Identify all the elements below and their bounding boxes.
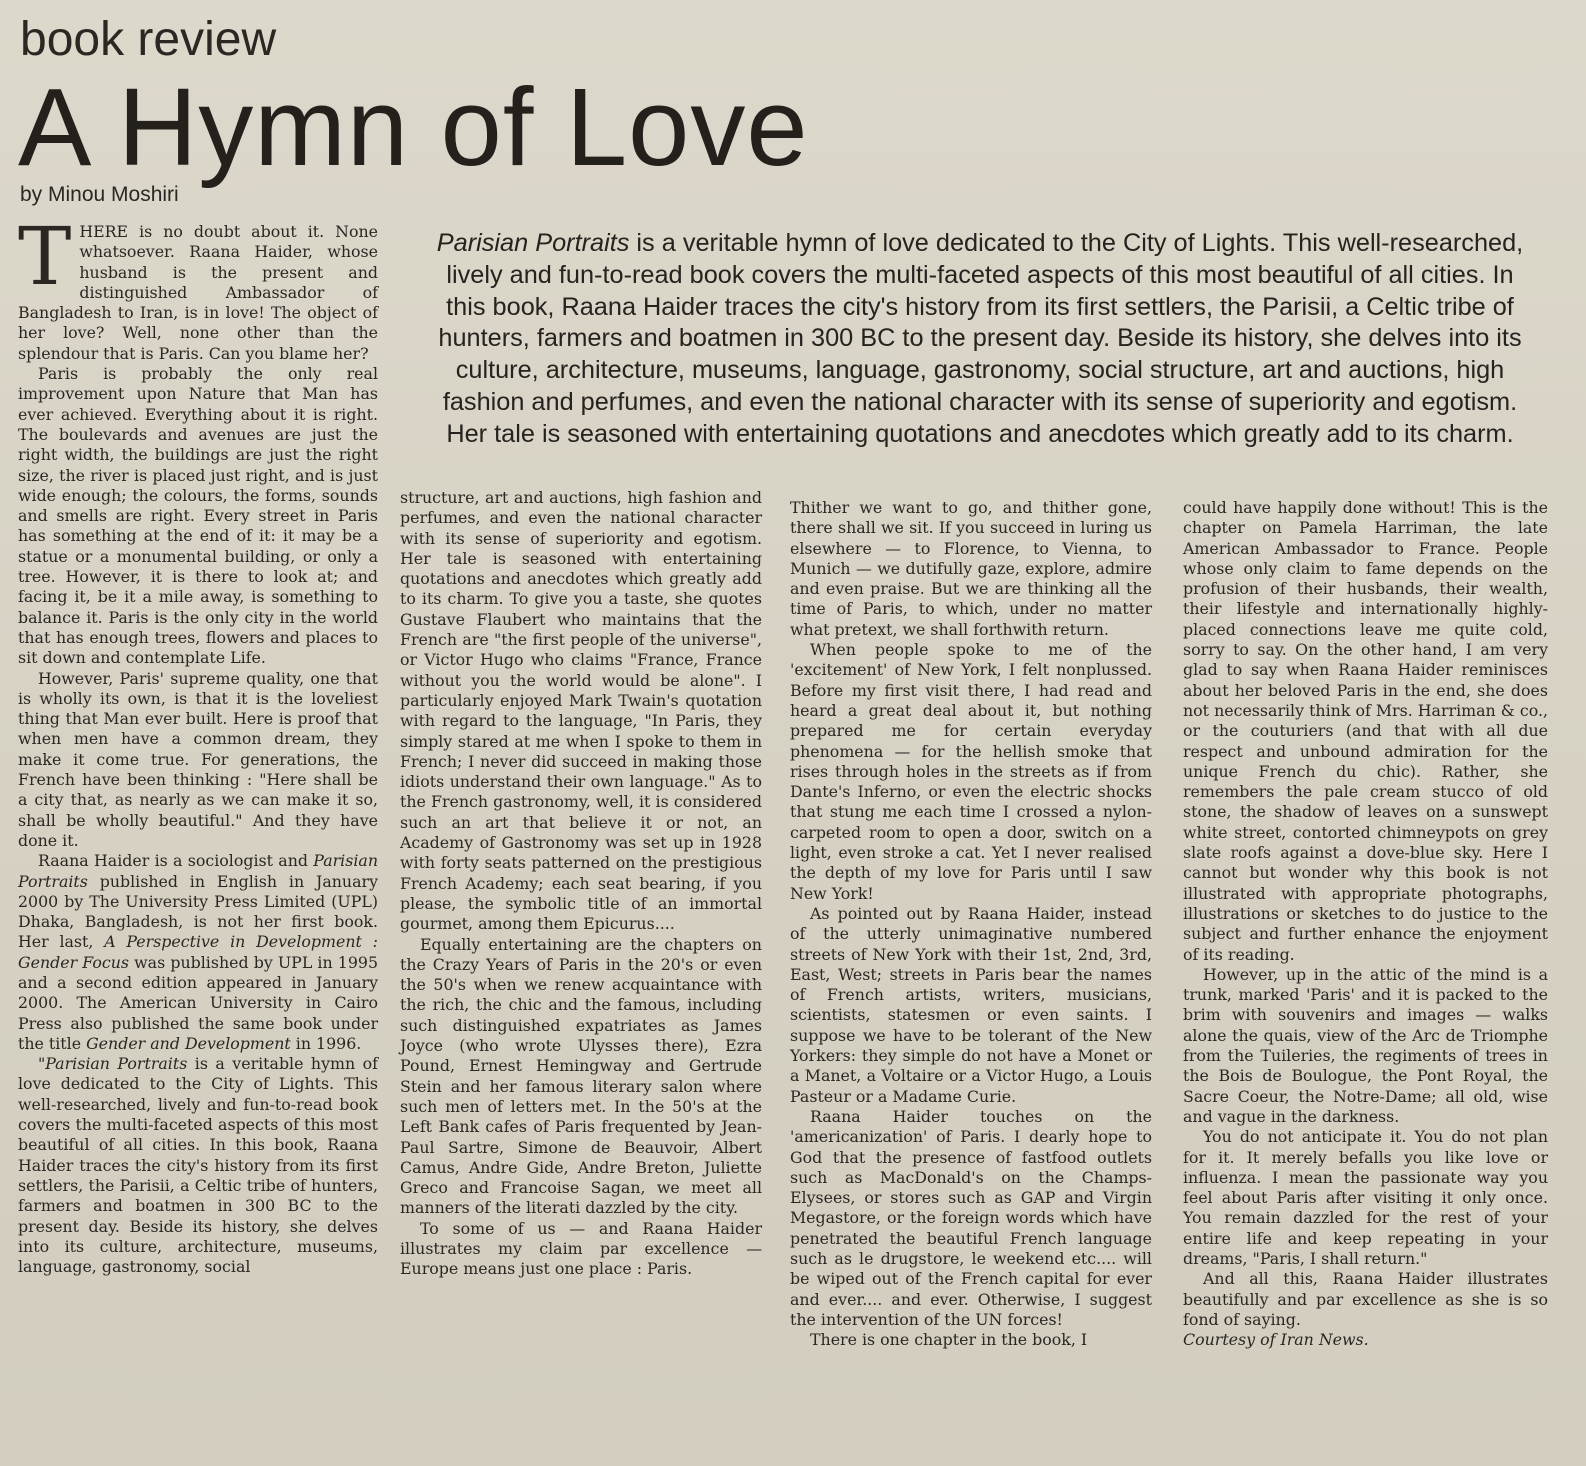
paragraph: As pointed out by Raana Haider, instead of the utterly unimaginative numbered streets of New York with their 1st, 2nd, 3rd, East, West; streets in Paris bear the names of French artists, writers, musicians, scientists, statesmen or even saints. I suppose we have to be tolerant of the New Yorkers: they simple do not have a Monet or a Manet, a Voltaire or a Victor Hugo, a Louis Pasteur or a Madame Curie.	[790, 903, 1152, 1106]
drop-cap: T	[18, 210, 72, 303]
paragraph: However, up in the attic of the mind is a trunk, marked 'Paris' and it is packed to the brim with souvenirs and images — walks alone the quais, view of the Arc de Triomphe from the Tuileries, the regiments of trees in the Bois de Boulogue, the Pont Royal, the Sacre Coeur, the Notre-Dame; all old, wise and vague in the darkness.	[1183, 964, 1548, 1126]
pull-quote-text: is a veritable hymn of love dedicated to the City of Lights. This well-researched, lively and fun-to-read book covers the multi-faceted aspects of this most beautiful of all cities. In this book, Raana Haider traces the city's history from its first settlers, the Parisii, a Celtic tribe of hunters, farmers and boatmen in 300 BC to the present day. Beside its history, she delves into its culture, architecture, museums, language, gastronomy, social structure, art and auctions, high fashion and perfumes, and even the national character with its sense of superiority and egotism. Her tale is seasoned with entertaining quotations and anecdotes which greatly add to its charm.	[438, 229, 1524, 448]
paragraph: You do not anticipate it. You do not plan for it. It merely befalls you like love or influenza. I mean the passionate way you feel about Paris after visiting it only once. You remain dazzled for the rest of your entire life and keep repeating in your dreams, "Paris, I shall return."	[1183, 1127, 1548, 1268]
article-headline: A Hymn of Love	[18, 66, 809, 189]
paragraph: "Parisian Portraits is a veritable hymn of love dedicated to the City of Lights. This well-researched, lively and fun-to-read book covers the multi-faceted aspects of this most beautiful of all cities. In this book, Raana Haider traces the city's history from its first settlers, the Parisii, a Celtic tribe of hunters, farmers and boatmen in 300 BC to the present day. Beside its history, she delves into its culture, architecture, museums, language, gastronomy, social	[18, 1054, 378, 1277]
article-column-1	[18, 210, 378, 1277]
paragraph: To some of us — and Raana Haider illustrates my claim par excellence — Europe means just one place : Paris.	[400, 1218, 762, 1279]
book-title: Gender and Development	[86, 1033, 291, 1053]
article-column-2	[400, 488, 762, 1280]
book-title: A Perspective in Development : Gender Focus	[18, 932, 378, 972]
paragraph: Paris is probably the only real improvement upon Nature that Man has ever achieved. Everything about it is right. The boulevards and avenues are just the right width, the buildings are just the right size, the river is placed just right, and is just wide enough; the colours, the forms, sounds and smells are right. Every street in Paris has something at the end of it: it may be a statue or a monumental building, or only a tree. However, it is there to look at; and facing it, be it a mile away, is something to balance it. Paris is the only city in the world that has enough trees, flowers and places to sit down and contemplate Life.	[18, 364, 378, 668]
paragraph: Equally entertaining are the chapters on the Crazy Years of Paris in the 20's or even the 50's when we renew acquaintance with the rich, the chic and the famous, including such distinguished expatriates as James Joyce (who wrote Ulysses there), Ezra Pound, Ernest Hemingway and Gertrude Stein and her famous literary salon where such men of letters met. In the 50's at the Left Bank cafes of Paris frequented by Jean-Paul Sartre, Simone de Beauvoir, Albert Camus, Andre Gide, Andre Breton, Juliette Greco and Francoise Sagan, we meet all manners of the literati dazzled by the city.	[400, 934, 762, 1218]
paragraph: There is one chapter in the book, I	[810, 1330, 1088, 1350]
paragraph: And all this, Raana Haider illustrates beautifully and par excellence as she is so fond of saying.	[1183, 1269, 1548, 1329]
book-title: "Parisian Portraits	[38, 1054, 188, 1074]
paragraph: Thither we want to go, and thither gone, there shall we sit. If you succeed in luring us elsewhere — to Florence, to Vienna, to Munich — we dutifully gaze, explore, admire and even praise. But we are thinking all the time of Paris, to which, under no matter what pretext, we shall forthwith return.	[790, 498, 1152, 639]
pull-quote	[430, 228, 1530, 451]
byline: by Minou Moshiri	[20, 183, 179, 206]
paragraph: However, Paris' supreme quality, one that is wholly its own, is that it is the loveliest thing that Man ever built. Here is proof that when men have a common dream, they make it come true. For generations, the French have been thinking : "Here shall be a city that, as nearly as we can make it so, shall be wholly beautiful." And they have done it.	[18, 668, 378, 850]
section-kicker: book review	[20, 13, 277, 66]
article-column-4	[1183, 498, 1548, 1350]
paragraph: THERE is no doubt about it. None whatsoever. Raana Haider, whose husband is the present and distinguished Ambassador of Bangladesh to Iran, is in love! The object of her love? Well, none other than the splendour that is Paris. Can you blame her?	[18, 210, 378, 363]
paragraph: structure, art and auctions, high fashion and perfumes, and even the national character with its sense of superiority and egotism. Her tale is seasoned with entertaining quotations and anecdotes which greatly add to its charm. To give you a taste, she quotes Gustave Flaubert who maintains that the French are "the first people of the universe", or Victor Hugo who claims "France, France without you the world would be alone". I particularly enjoyed Mark Twain's quotation with regard to the language, "In Paris, they simply stared at me when I spoke to them in French; I never did succeed in making those idiots understand their own language." As to the French gastronomy, well, it is considered such an art that believe it or not, an Academy of Gastronomy was set up in 1928 with forty seats patterned on the prestigious French Academy; each seat bearing, if you please, the symbolic title of an immortal gourmet, among them Epicurus....	[400, 488, 762, 934]
book-title: Parisian Portraits	[18, 851, 378, 891]
article-column-3	[790, 498, 1152, 1350]
pull-quote-book-title: Parisian Portraits	[436, 229, 630, 257]
paragraph: could have happily done without! This is the chapter on Pamela Harriman, the late American Ambassador to France. People whose only claim to fame depends on the profusion of their husbands, their wealth, their lifestyle and internationally highly-placed connections leave me quite cold, sorry to say. On the other hand, I am very glad to say when Raana Haider reminisces about her beloved Paris in the end, she does not necessarily think of Mrs. Harriman & co., or the couturiers (and that with all due respect and unbound admiration for the unique French du chic). Rather, she remembers the pale cream stucco of old stone, the shadow of leaves on a sunswept white street, contorted chimneypots on grey slate roofs against a dove-blue sky. Here I cannot but wonder why this book is not illustrated with appropriate photographs, illustrations or sketches to do justice to the subject and further enhance the enjoyment of its reading.	[1183, 498, 1548, 964]
source-credit: Courtesy of Iran News.	[1183, 1330, 1369, 1350]
paragraph: Raana Haider touches on the 'americanization' of Paris. I dearly hope to God that the presence of fastfood outlets such as MacDonald's on the Champs-Elysees, or stores such as GAP and Virgin Megastore, or the foreign words which have penetrated the beautiful French language such as le drugstore, le weekend etc.... will be wiped out of the French capital for ever and ever.... and ever. Otherwise, I suggest the intervention of the UN forces!	[790, 1106, 1152, 1329]
paragraph: Raana Haider is a sociologist and Parisian Portraits published in English in January 2000 by The University Press Limited (UPL) Dhaka, Bangladesh, is not her first book. Her last, A Perspective in Development : Gender Focus was published by UPL in 1995 and a second edition appeared in January 2000. The American University in Cairo Press also published the same book under the title Gender and Development in 1996.	[18, 851, 378, 1053]
paragraph: When people spoke to me of the 'excitement' of New York, I felt nonplussed. Before my first visit there, I had read and heard a great deal about it, but nothing prepared me for certain everyday phenomena — for the hellish smoke that rises through holes in the streets as if from Dante's Inferno, or even the electric shocks that stung me each time I crossed a nylon-carpeted room to open a door, switch on a light, even stroke a cat. Yet I never realised the depth of my love for Paris until I saw New York!	[790, 640, 1152, 903]
